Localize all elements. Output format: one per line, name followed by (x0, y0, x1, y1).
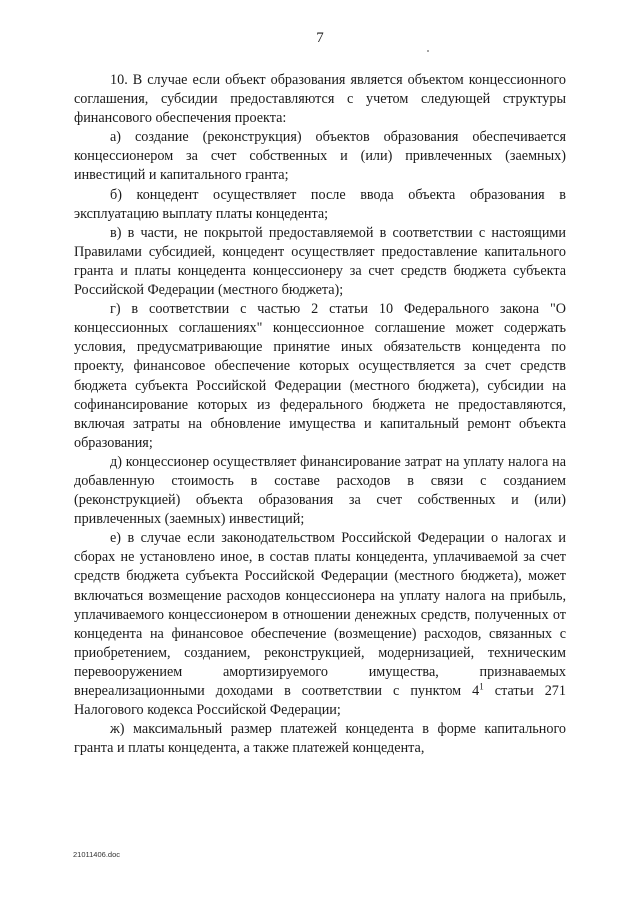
paragraph-zh: ж) максимальный размер платежей концедента в форме капитального гранта и платы концедента, а также платежей концедента, (74, 721, 566, 757)
paragraph-e (74, 529, 566, 720)
page-number: 7 (316, 30, 324, 46)
paragraph-a: а) создание (реконструкция) объектов образования обеспечивается концессионером за счет собственных и (или) привлеченных (заемных) инвестиций и капитального гранта; (74, 129, 566, 184)
paragraph-d: д) концессионер осуществляет финансирование затрат на уплату налога на добавленную стоимость в составе расходов в связи с созданием (реконструкцией) объекта образования за счет собственных и (или) привлеченных (заемных) инвестиций; (74, 453, 566, 528)
file-name-footer: 21011406.doc (73, 850, 120, 859)
paragraph-b: б) концедент осуществляет после ввода объекта образования в эксплуатацию выплату платы концедента; (74, 186, 566, 222)
paragraph-g: г) в соответствии с частью 2 статьи 10 Федерального закона "О концессионных соглашениях" концессионное соглашение может содержать условия, предусматривающие принятие иных обязательств концедента по проекту, финансовое обеспечение которых осуществляется за счет средств бюджета субъекта Российской Федерации (местного бюджета), субсидии на софинансирование которых из федерального бюджета не предоставляются, включая затраты на обновление имущества и капитальный ремонт объекта образования; (74, 301, 566, 451)
paragraph-e-text: е) в случае если законодательством Российской Федерации о налогах и сборах не установлено иное, в состав платы концедента, уплачиваемой за счет средств бюджета субъекта Российской Федерации (местного бюджета), может включаться возмещение расходов концессионера на уплату налога на прибыль, уплачиваемого концессионером в отношении денежных средств, полученных от концедента на финансовое обеспечение (возмещение) расходов, связанных с приобретением, созданием, реконструкцией, модернизацией, техническим перевооружением амортизируемого имущества, признаваемых внереализационными доходами в соответствии с пунктом 4 (74, 530, 566, 699)
paragraph-10: 10. В случае если объект образования является объектом концессионного соглашения, субсидии предоставляются с учетом следующей структуры финансового обеспечения проекта: (74, 72, 566, 127)
scan-speck (427, 50, 429, 52)
document-body (74, 71, 566, 758)
paragraph-v: в) в части, не покрытой предоставляемой в соответствии с настоящими Правилами субсидией, концедент осуществляет предоставление капитального гранта и платы концедента концессионеру за счет средств бюджета субъекта Российской Федерации (местного бюджета); (74, 224, 566, 299)
paragraph-e-superscript: 1 (479, 681, 484, 692)
paragraph-e-after: статьи 271 Налогового кодекса Российской Федерации; (74, 683, 566, 719)
